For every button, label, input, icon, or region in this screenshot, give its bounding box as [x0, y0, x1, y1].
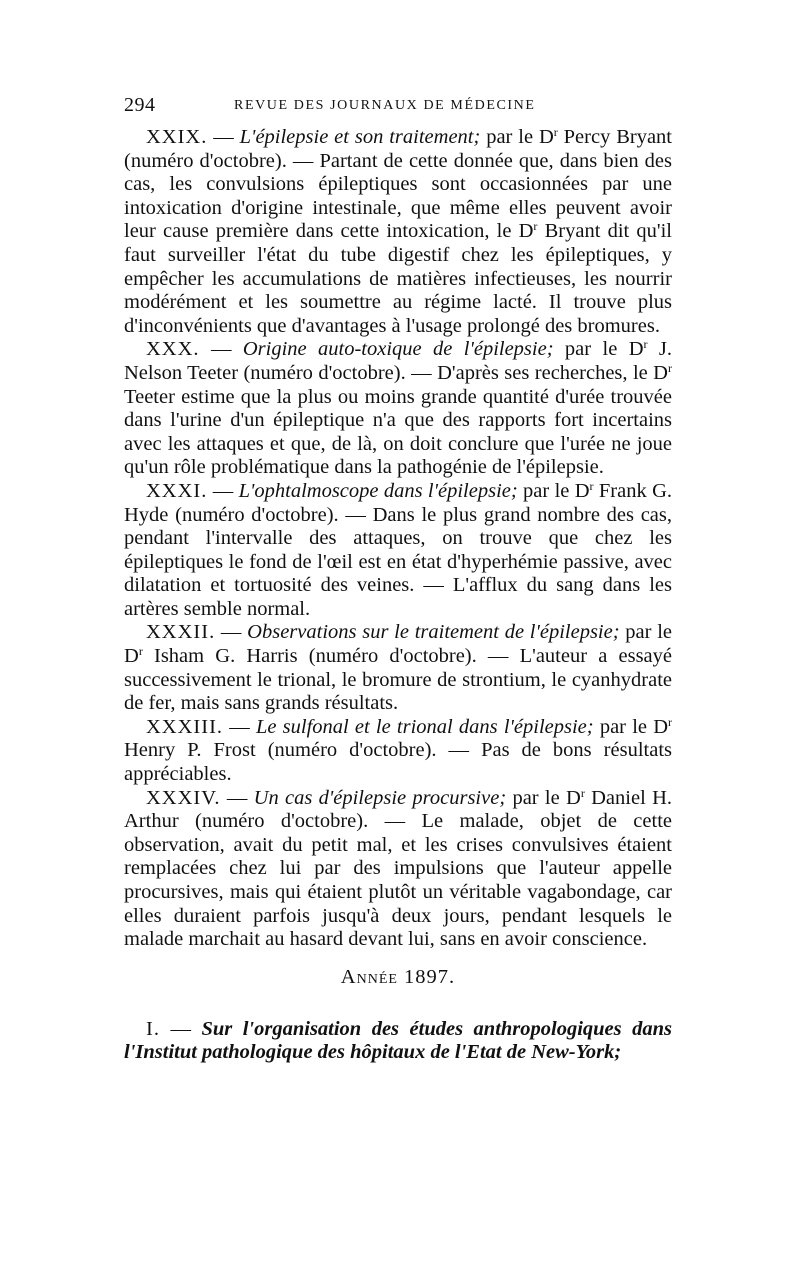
- entry-dash: —: [159, 1017, 202, 1040]
- entry-author-prefix: par le D: [517, 479, 590, 502]
- entry-text: J. Nelson Teeter (numéro d'octobre). — D'après ses recherches, le D: [124, 338, 672, 384]
- entry-dash: —: [207, 126, 240, 148]
- doctor-superscript: r: [533, 219, 538, 234]
- entry-title: Origine auto-toxique de l'épilepsie;: [242, 338, 554, 361]
- entry-title: L'épilepsie et son traitement;: [239, 126, 481, 148]
- entry-text: Isham G. Harris (numéro d'octobre). — L'auteur a essayé successivement le trional, le bromure de strontium, le cyanhydrate de fer, mais sans grands résultats.: [124, 645, 672, 715]
- entry-text: Frank G. Hyde (numéro d'octobre). — Dans le plus grand nombre des cas, pendant l'intervalle des attaques, on trouve que chez les épileptiques le fond de l'œil est en état d'hyperhémie passive, avec dilatation et tortuosité des veines. — L'afflux du sang dans les artères semble normal.: [124, 479, 673, 620]
- entry-dash: —: [223, 715, 256, 738]
- doctor-superscript: r: [668, 360, 672, 375]
- entry-dash: —: [207, 479, 239, 502]
- doctor-superscript: r: [643, 337, 648, 352]
- entry-xxx: [124, 338, 672, 480]
- entry-title: Observations sur le traitement de l'épilepsie;: [247, 621, 620, 644]
- entry-author-prefix: par le D: [553, 338, 644, 361]
- entry-text-continued: Teeter estime que la plus ou moins grande quantité d'urée trouvée dans l'urine d'un épileptique n'a que des rapports fort incertains avec les attaques et que, de là, on doit conclure que l'urée ne joue qu'un rôle problématique dans la pathogénie de l'épilepsie.: [124, 385, 672, 479]
- entry-xxix: [124, 126, 672, 338]
- entry-number: XXXIV.: [146, 786, 221, 809]
- page-number: 294: [124, 94, 156, 116]
- entry-number: XXXI.: [146, 479, 208, 502]
- entry-xxxiii: [124, 716, 672, 787]
- entry-author-prefix: par le D: [506, 786, 581, 809]
- entry-title: Un cas d'épilepsie procursive;: [253, 786, 507, 809]
- entry-dash: —: [220, 786, 254, 809]
- doctor-superscript: r: [589, 478, 594, 493]
- entry-text: Henry P. Frost (numéro d'octobre). — Pas de bons résultats appréciables.: [124, 739, 672, 786]
- entry-text-continued: Bryant dit qu'il faut surveiller l'état du tube digestif chez les épileptiques, y empêcher les accumulations de matières infectieuses, les nourrir modérément et les soumettre au régime lacté. Il trouve plus d'inconvénients que d'avantages à l'usage prolongé des bromures.: [124, 220, 672, 337]
- entry-author-prefix: par le D: [480, 126, 554, 148]
- entry-title: L'ophtalmoscope dans l'épilepsie;: [238, 479, 518, 502]
- entry-author-prefix: par le D: [124, 621, 672, 668]
- doctor-superscript: r: [553, 125, 558, 139]
- entry-number: I.: [146, 1017, 160, 1040]
- entry-number: XXXII.: [146, 621, 216, 644]
- body-text: [124, 126, 672, 1065]
- entry-title: Sur l'organisation des études anthropologiques dans l'Institut pathologique des hôpitaux de l'Etat de New-York;: [124, 1017, 673, 1064]
- entry-dash: —: [199, 338, 243, 361]
- doctor-superscript: r: [668, 714, 673, 729]
- page-header: [124, 94, 680, 120]
- doctor-superscript: r: [138, 644, 143, 659]
- entry-xxxi: [124, 480, 672, 622]
- entry-xxxiv: [124, 787, 672, 952]
- entry-xxxii: [124, 621, 672, 715]
- entry-text: Percy Bryant (numéro d'octobre). — Partant de cette donnée que, dans bien des cas, les convulsions épileptiques sont occasionnées par une intoxication d'origine intestinale, que même elles peuvent avoir leur cause première dans cette intoxication, le D: [124, 126, 673, 243]
- entry-author-prefix: par le D: [593, 715, 669, 738]
- entry-title: Le sulfonal et le trional dans l'épilepsie;: [255, 715, 594, 738]
- entry-dash: —: [215, 621, 248, 644]
- entry-number: XXXIII.: [146, 715, 224, 738]
- entry-i: [124, 1018, 672, 1065]
- entry-text: Daniel H. Arthur (numéro d'octobre). — Le malade, objet de cette observation, avait du petit mal, et les crises convulsives étaient remplacées chez lui par des impulsions que l'auteur appelle procursives, mais qui étaient plutôt un véritable vagabondage, car elles duraient parfois jusqu'à deux jours, pendant lesquels le malade marchait au hasard devant lui, sans en avoir conscience.: [124, 786, 672, 951]
- entry-number: XXX.: [146, 338, 200, 361]
- doctor-superscript: r: [580, 785, 585, 800]
- year-heading: Année 1897.: [340, 965, 456, 988]
- running-title: REVUE DES JOURNAUX DE MÉDECINE: [234, 98, 536, 113]
- entry-number: XXIX.: [146, 126, 208, 148]
